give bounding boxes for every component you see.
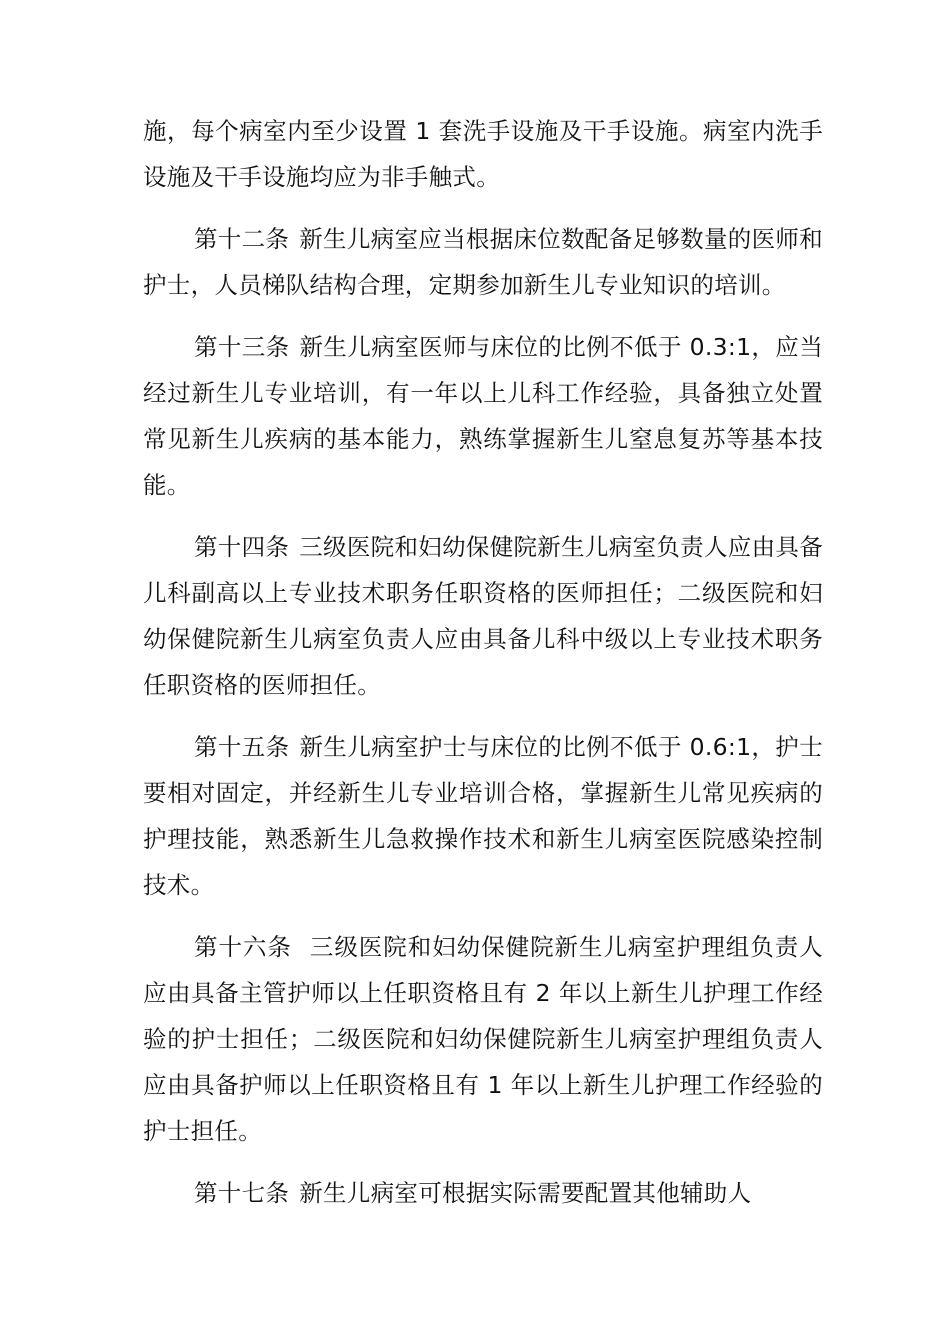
paragraph-text: 三级医院和妇幼保健院新生儿病室负责人应由具备儿科副高以上专业技术职务任职资格的医师担任；二级医院和妇幼保健院新生儿病室负责人应由具备儿科中级以上专业技术职务任职资格的医师担任。: [143, 533, 823, 699]
article-number: 第十六条: [194, 933, 292, 961]
article-number: 第十三条: [194, 333, 290, 361]
paragraph-article-13: [143, 324, 823, 508]
paragraph-article-16: [143, 924, 823, 1154]
article-number: 第十四条: [194, 533, 290, 561]
article-number: 第十五条: [194, 733, 290, 761]
paragraph-text: 新生儿病室护士与床位的比例不低于 0.6:1，护士要相对固定，并经新生儿专业培训合格，掌握新生儿常见疾病的护理技能，熟悉新生儿急救操作技术和新生儿病室医院感染控制技术。: [143, 733, 823, 899]
paragraph-text: 施，每个病室内至少设置 1 套洗手设施及干手设施。病室内洗手设施及干手设施均应为非手触式。: [143, 117, 823, 191]
paragraph-continuation: [143, 108, 823, 200]
paragraph-text: 新生儿病室可根据实际需要配置其他辅助人: [299, 1179, 752, 1207]
paragraph-text: 新生儿病室应当根据床位数配备足够数量的医师和护士，人员梯队结构合理，定期参加新生儿专业知识的培训。: [143, 225, 823, 299]
paragraph-article-12: [143, 216, 823, 308]
article-number: 第十七条: [194, 1179, 290, 1207]
paragraph-article-17: [143, 1170, 823, 1216]
paragraph-article-14: [143, 524, 823, 708]
paragraph-article-15: [143, 724, 823, 908]
document-body: [143, 108, 823, 1232]
paragraph-text: 三级医院和妇幼保健院新生儿病室护理组负责人应由具备主管护师以上任职资格且有 2 年以上新生儿护理工作经验的护士担任；二级医院和妇幼保健院新生儿病室护理组负责人应由具备护师以上任职资格且有 1 年以上新生儿护理工作经验的护士担任。: [143, 933, 823, 1145]
paragraph-text: 新生儿病室医师与床位的比例不低于 0.3:1，应当经过新生儿专业培训，有一年以上儿科工作经验，具备独立处置常见新生儿疾病的基本能力，熟练掌握新生儿窒息复苏等基本技能。: [143, 333, 823, 499]
article-number: 第十二条: [194, 225, 290, 253]
